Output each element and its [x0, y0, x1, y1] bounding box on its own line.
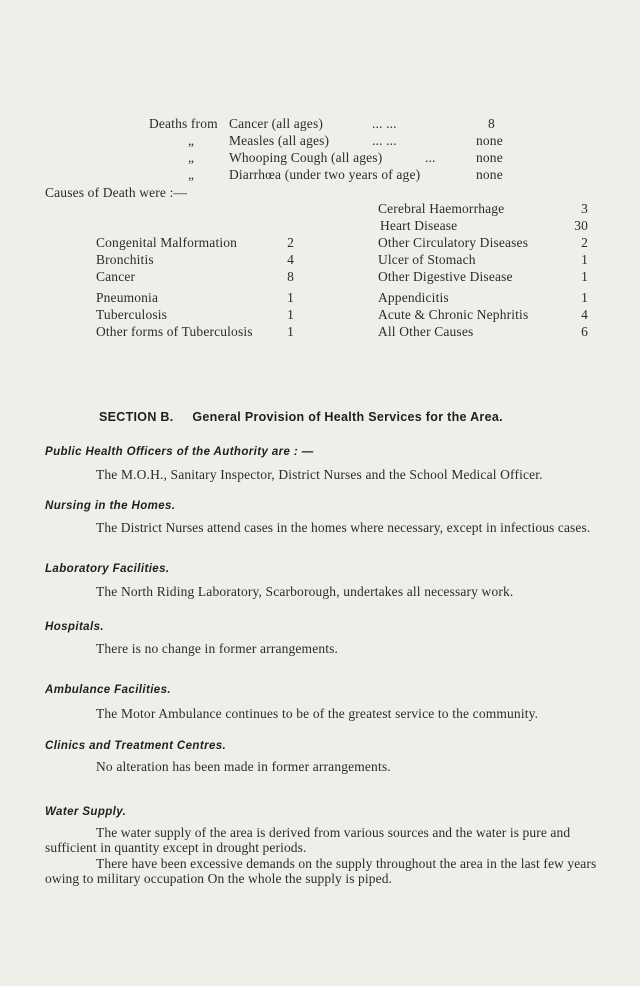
cause-label: Pneumonia [96, 290, 159, 305]
cause-value: 4 [287, 252, 294, 267]
deaths-value: none [476, 133, 503, 148]
ditto-mark: „ [188, 133, 195, 148]
deaths-value: none [476, 150, 503, 165]
deaths-label: Cancer (all ages) [229, 116, 323, 131]
block-heading-water: Water Supply. [45, 806, 127, 818]
cause-value: 3 [581, 201, 588, 216]
deaths-value: none [476, 167, 503, 182]
block-text-water-1: The water supply of the area is derived from various sources and the water is pure and sufficient in quantity except in drought periods. [45, 825, 571, 855]
cause-value: 30 [574, 218, 588, 233]
cause-value: 6 [581, 324, 588, 339]
leader-dots: ... ... [372, 133, 397, 148]
cause-value: 1 [287, 290, 294, 305]
cause-label: Cancer [96, 269, 136, 284]
block-heading-laboratory: Laboratory Facilities. [45, 563, 170, 575]
cause-label: Other forms of Tuberculosis [96, 324, 253, 339]
leader-dots: ... [425, 150, 436, 165]
cause-value: 1 [581, 290, 588, 305]
block-text-nursing: The District Nurses attend cases in the homes where necessary, except in infectious cases. [96, 520, 591, 535]
block-text-officers: The M.O.H., Sanitary Inspector, District Nurses and the School Medical Officer. [96, 467, 543, 482]
cause-value: 2 [287, 235, 294, 250]
cause-value: 1 [581, 269, 588, 284]
block-text-hospitals: There is no change in former arrangements. [96, 641, 339, 656]
cause-label: Congenital Malformation [96, 235, 238, 250]
deaths-label: Diarrhœa (under two years of age) [229, 167, 421, 182]
block-text-water-2: There have been excessive demands on the supply throughout the area in the last few years owing to military occupation On the whole the supply is piped. [45, 856, 597, 886]
cause-label: Bronchitis [96, 252, 154, 267]
leader-dots: ... ... [372, 116, 397, 131]
ditto-mark: „ [188, 167, 195, 182]
cause-value: 4 [581, 307, 588, 322]
deaths-prefix: Deaths from [149, 116, 218, 131]
cause-value: 8 [287, 269, 294, 284]
block-text-laboratory: The North Riding Laboratory, Scarborough, undertakes all necessary work. [96, 584, 514, 599]
causes-title: Causes of Death were :— [45, 185, 188, 200]
block-heading-hospitals: Hospitals. [45, 621, 104, 633]
cause-label: Tuberculosis [96, 307, 168, 322]
cause-label: Ulcer of Stomach [378, 252, 476, 267]
cause-value: 1 [287, 324, 294, 339]
cause-label: All Other Causes [378, 324, 474, 339]
cause-label: Other Digestive Disease [378, 269, 513, 284]
cause-value: 1 [581, 252, 588, 267]
block-heading-officers: Public Health Officers of the Authority are : — [45, 446, 314, 458]
block-text-ambulance: The Motor Ambulance continues to be of the greatest service to the community. [96, 706, 539, 721]
cause-label: Appendicitis [378, 290, 449, 305]
cause-label: Heart Disease [380, 218, 458, 233]
deaths-label: Whooping Cough (all ages) [229, 150, 383, 165]
deaths-label: Measles (all ages) [229, 133, 330, 148]
cause-label: Cerebral Haemorrhage [378, 201, 505, 216]
cause-value: 2 [581, 235, 588, 250]
section-title: SECTION B. General Provision of Health Services for the Area. [99, 410, 503, 424]
block-heading-ambulance: Ambulance Facilities. [45, 684, 171, 696]
block-text-clinics: No alteration has been made in former arrangements. [96, 759, 391, 774]
deaths-value: 8 [488, 116, 495, 131]
cause-label: Acute & Chronic Nephritis [378, 307, 529, 322]
ditto-mark: „ [188, 150, 195, 165]
cause-value: 1 [287, 307, 294, 322]
block-heading-nursing: Nursing in the Homes. [45, 500, 176, 512]
cause-label: Other Circulatory Diseases [378, 235, 529, 250]
block-heading-clinics: Clinics and Treatment Centres. [45, 740, 227, 752]
